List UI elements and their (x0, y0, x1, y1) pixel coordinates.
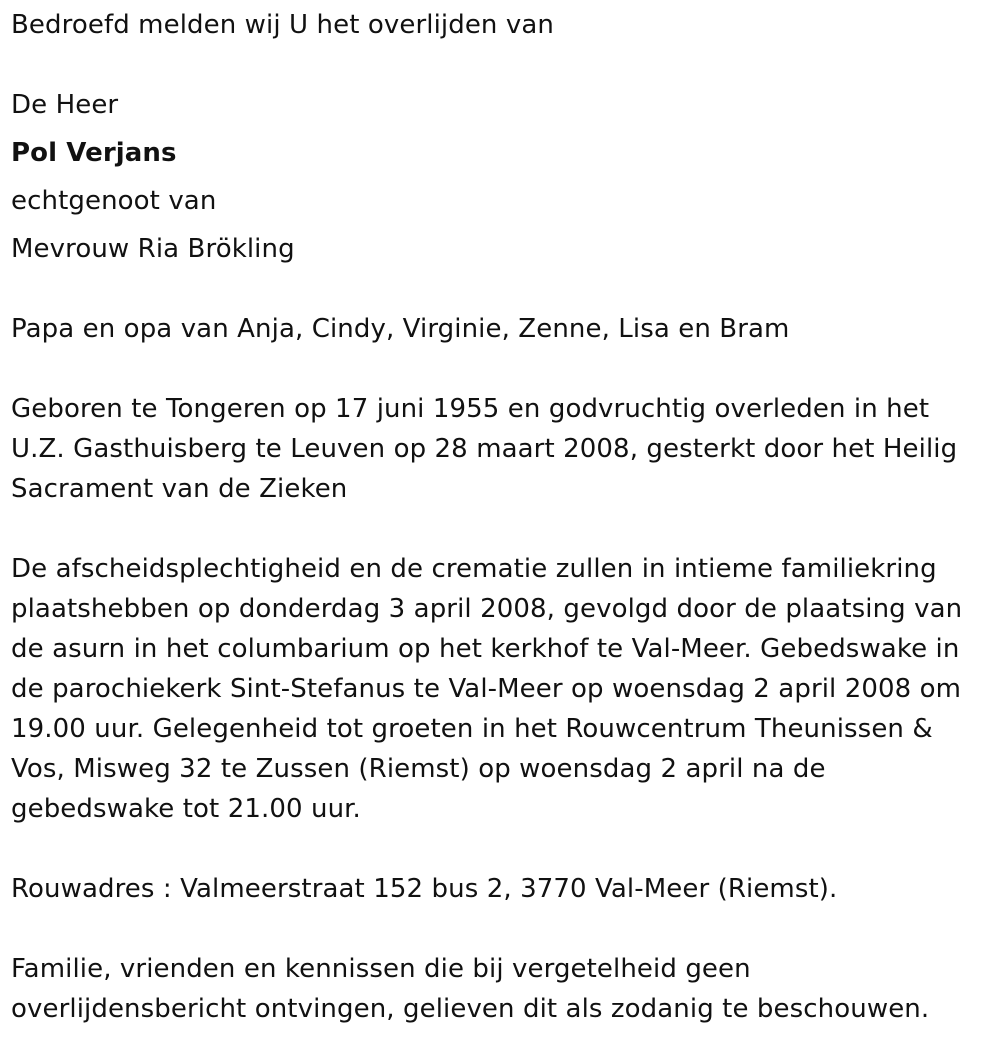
relation-line: echtgenoot van (11, 186, 217, 216)
address-line: Rouwadres : Valmeerstraat 152 bus 2, 3770 Val-Meer (Riemst). (11, 874, 838, 904)
ceremony-line-2: plaatshebben op donderdag 3 april 2008, gevolgd door de plaatsing van (11, 594, 963, 624)
birth-line-3: Sacrament van de Zieken (11, 474, 348, 504)
ceremony-line-7: gebedswake tot 21.00 uur. (11, 794, 361, 824)
closing-line-1: Familie, vrienden en kennissen die bij vergetelheid geen (11, 954, 751, 984)
ceremony-line-4: de parochiekerk Sint-Stefanus te Val-Meer op woensdag 2 april 2008 om (11, 674, 962, 704)
ceremony-line-6: Vos, Misweg 32 te Zussen (Riemst) op woensdag 2 april na de (11, 754, 826, 784)
ceremony-line-1: De afscheidsplechtigheid en de crematie zullen in intieme familiekring (11, 554, 937, 584)
closing-line-2: overlijdensbericht ontvingen, gelieven dit als zodanig te beschouwen. (11, 994, 930, 1024)
birth-line-1: Geboren te Tongeren op 17 juni 1955 en godvruchtig overleden in het (11, 394, 930, 424)
honorific: De Heer (11, 90, 119, 120)
spouse-name: Mevrouw Ria Brökling (11, 234, 295, 264)
birth-line-2: U.Z. Gasthuisberg te Leuven op 28 maart 2008, gesterkt door het Heilig (11, 434, 958, 464)
family-line: Papa en opa van Anja, Cindy, Virginie, Zenne, Lisa en Bram (11, 314, 790, 344)
intro-line: Bedroefd melden wij U het overlijden van (11, 10, 554, 40)
deceased-name: Pol Verjans (11, 138, 177, 168)
ceremony-line-3: de asurn in het columbarium op het kerkhof te Val-Meer. Gebedswake in (11, 634, 960, 664)
ceremony-line-5: 19.00 uur. Gelegenheid tot groeten in het Rouwcentrum Theunissen & (11, 714, 933, 744)
